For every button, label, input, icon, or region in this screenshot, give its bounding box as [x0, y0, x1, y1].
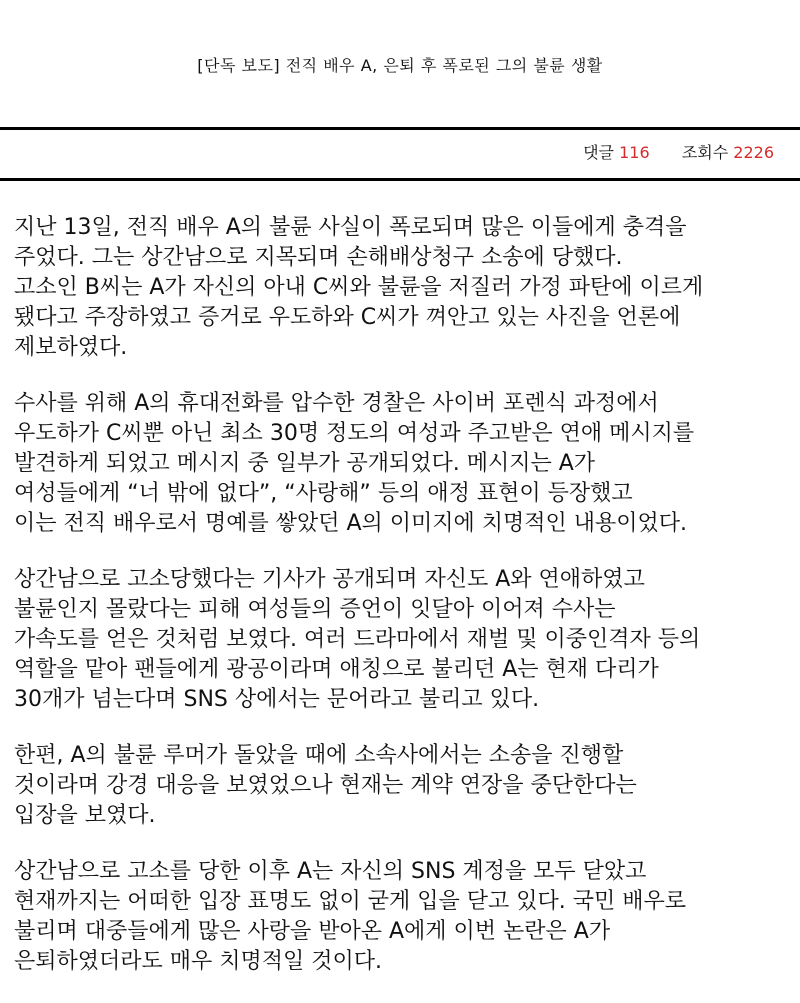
article-paragraph: [14, 857, 788, 977]
paragraph-line: 주었다. 그는 상간남으로 지목되며 손해배상청구 소송에 당했다.: [14, 245, 623, 270]
paragraph-line: 여성들에게 “너 밖에 없다”, “사랑해” 등의 애정 표현이 등장했고: [14, 481, 633, 506]
paragraph-line: 것이라며 강경 대응을 보였었으나 현재는 계약 연장을 중단한다는: [14, 773, 637, 798]
paragraph-line: 수사를 위해 A의 휴대전화를 압수한 경찰은 사이버 포렌식 과정에서: [14, 391, 659, 416]
paragraph-line: 지난 13일, 전직 배우 A의 불륜 사실이 폭로되며 많은 이들에게 충격을: [14, 215, 687, 240]
paragraph-line: 가속도를 얻은 것처럼 보였다. 여러 드라마에서 재벌 및 이중인격자 등의: [14, 627, 701, 652]
article-paragraph: [14, 565, 788, 715]
title-area: [0, 0, 800, 127]
top-divider: [0, 127, 800, 130]
paragraph-line: 불리며 대중들에게 많은 사랑을 받아온 A에게 이번 논란은 A가: [14, 919, 611, 944]
paragraph-line: 불륜인지 몰랐다는 피해 여성들의 증언이 잇달아 이어져 수사는: [14, 597, 616, 622]
article-title: [단독 보도] 전직 배우 A, 은퇴 후 폭로된 그의 불륜 생활: [197, 56, 603, 75]
paragraph-line: 한편, A의 불륜 루머가 돌았을 때에 소속사에서는 소송을 진행할: [14, 743, 624, 768]
article-meta: [583, 142, 774, 164]
paragraph-line: 고소인 B씨는 A가 자신의 아내 C씨와 불륜을 저질러 가정 파탄에 이르게: [14, 275, 704, 300]
paragraph-line: 은퇴하였더라도 매우 치명적일 것이다.: [14, 949, 383, 974]
paragraph-line: 입장을 보였다.: [14, 803, 156, 828]
paragraph-line: 현재까지는 어떠한 입장 표명도 없이 굳게 입을 닫고 있다. 국민 배우로: [14, 889, 686, 914]
bottom-divider: [0, 178, 800, 181]
paragraph-line: 30개가 넘는다며 SNS 상에서는 문어라고 불리고 있다.: [14, 687, 540, 712]
paragraph-line: 우도하가 C씨뿐 아닌 최소 30명 정도의 여성과 주고받은 연애 메시지를: [14, 421, 695, 446]
paragraph-line: 역할을 맡아 팬들에게 광공이라며 애칭으로 불리던 A는 현재 다리가: [14, 657, 659, 682]
article-paragraph: [14, 213, 788, 363]
comments-count[interactable]: 116: [619, 143, 650, 162]
comments-label: 댓글: [583, 143, 614, 162]
views-count: 2226: [733, 143, 774, 162]
paragraph-line: 됐다고 주장하였고 증거로 우도하와 C씨가 껴안고 있는 사진을 언론에: [14, 305, 681, 330]
article-paragraph: [14, 741, 788, 831]
paragraph-line: 상간남으로 고소를 당한 이후 A는 자신의 SNS 계정을 모두 닫았고: [14, 859, 647, 884]
paragraph-line: 상간남으로 고소당했다는 기사가 공개되며 자신도 A와 연애하였고: [14, 567, 645, 592]
paragraph-line: 발견하게 되었고 메시지 중 일부가 공개되었다. 메시지는 A가: [14, 451, 596, 476]
article-body: [14, 213, 788, 1003]
article-paragraph: [14, 389, 788, 539]
paragraph-line: 이는 전직 배우로서 명예를 쌓았던 A의 이미지에 치명적인 내용이었다.: [14, 511, 688, 536]
views-label: 조회수: [681, 143, 729, 162]
paragraph-line: 제보하였다.: [14, 335, 128, 360]
